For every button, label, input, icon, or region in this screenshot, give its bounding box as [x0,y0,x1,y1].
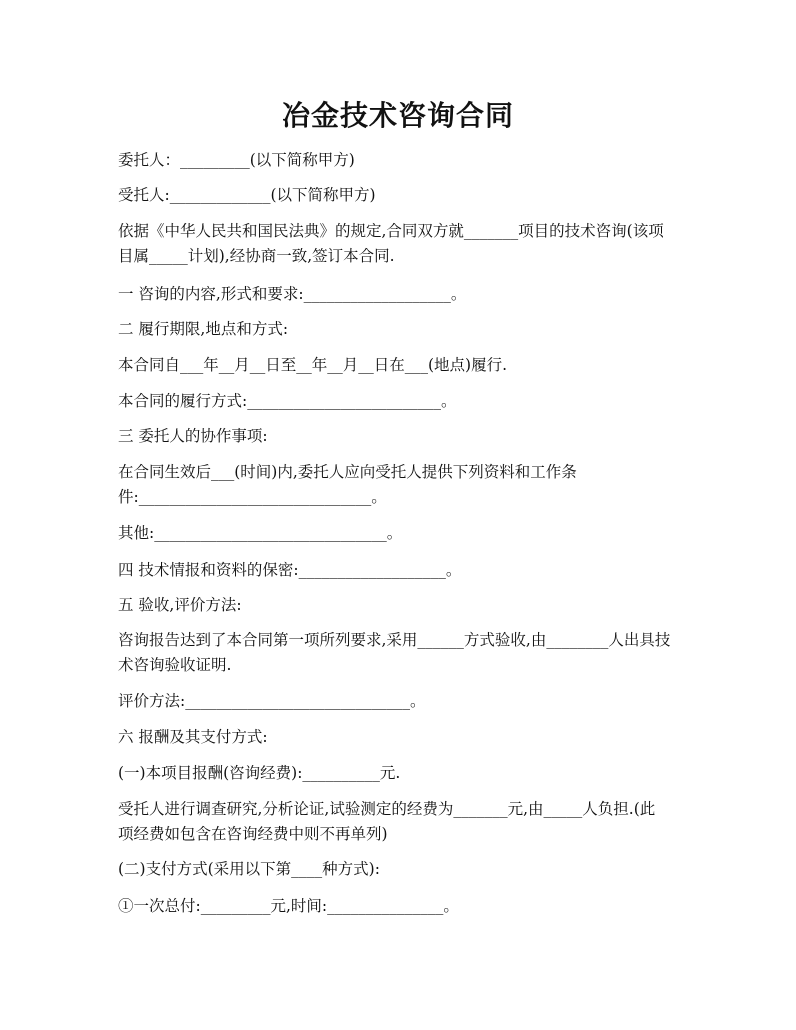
clause-cooperation: 在合同生效后___(时间)内,委托人应向受托人提供下列资料和工作条 件:______________________________。 [118,463,577,506]
clause-research-expenses: 受托人进行调查研究,分析论证,试验测定的经费为_______元,由_____人负担.(此 项经费如包含在咨询经费中则不再单列) [118,800,656,843]
clause-contractor: 受托人:_____________(以下简称甲方) [118,186,376,204]
clause-payment-method: (二)支付方式(采用以下第____种方式): [118,860,380,878]
clause-performance-method: 本合同的履行方式:_________________________。 [118,392,457,410]
clause-other: 其他:______________________________。 [118,524,403,542]
clause-remuneration: (一)本项目报酬(咨询经费):__________元. [118,764,401,782]
section-3-heading: 三 委托人的协作事项: [118,427,268,445]
section-4-confidentiality: 四 技术情报和资料的保密:___________________。 [118,561,462,579]
clause-lump-sum: ①一次总付:_________元,时间:_______________。 [118,897,459,915]
clause-client: 委托人：_________(以下简称甲方) [118,151,355,169]
section-1-content: 一 咨询的内容,形式和要求:___________________。 [118,285,467,303]
clause-acceptance: 咨询报告达到了本合同第一项所列要求,采用______方式验收,由________人出具技 术咨询验收证明. [118,631,671,674]
clause-evaluation: 评价方法:_____________________________。 [118,692,426,710]
section-6-heading: 六 报酬及其支付方式: [118,728,268,746]
document-title: 冶金技术咨询合同 [281,99,514,132]
section-2-heading: 二 履行期限,地点和方式: [118,320,289,338]
section-5-heading: 五 验收,评价方法: [118,596,242,614]
clause-period: 本合同自___年__月__日至__年__月__日在___(地点)履行. [118,356,508,374]
clause-basis: 依据《中华人民共和国民法典》的规定,合同双方就_______项目的技术咨询(该项 目属_____计划),经协商一致,签订本合同. [118,222,664,265]
